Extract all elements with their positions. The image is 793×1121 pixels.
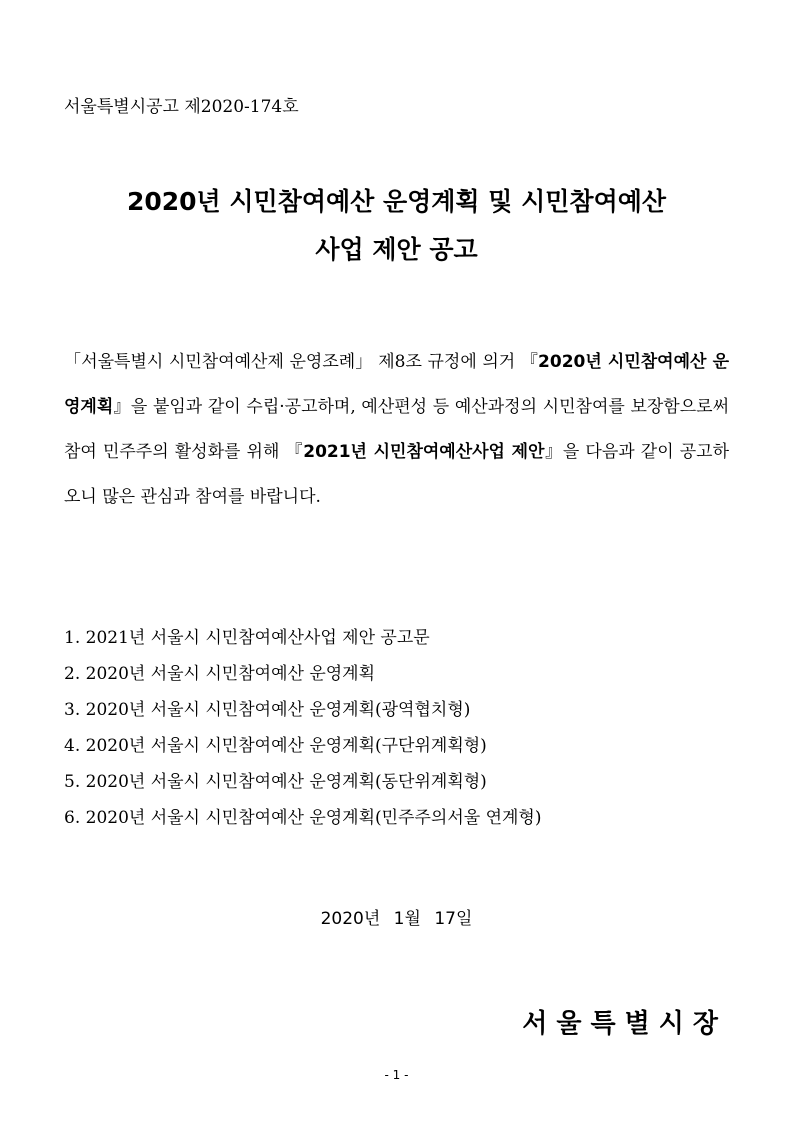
body-text-part1: 「서울특별시 시민참여예산제 운영조례」 제8조 규정에 의거 『 [64, 352, 539, 372]
notice-date: 2020년 1월 17일 [320, 909, 473, 929]
body-paragraph [64, 340, 729, 520]
notice-number: 서울특별시공고 제2020-174호 [64, 97, 299, 117]
document-title-line2: 사업 제안 공고 [315, 235, 478, 264]
attachment-list [64, 620, 541, 836]
document-title-line1: 2020년 시민참여예산 운영계획 및 시민참여예산 [126, 187, 667, 216]
attachment-item: 3. 2020년 서울시 시민참여예산 운영계획(광역협치형) [64, 700, 471, 720]
attachment-item: 5. 2020년 서울시 시민참여예산 운영계획(동단위계획형) [64, 772, 487, 792]
attachment-item: 4. 2020년 서울시 시민참여예산 운영계획(구단위계획형) [64, 736, 487, 756]
page-number: - 1 - [384, 1068, 409, 1082]
attachment-item: 1. 2021년 서울시 시민참여예산사업 제안 공고문 [64, 628, 430, 648]
body-bold-plan: 2020년 시민참여예산 운영계획 [64, 352, 729, 417]
body-text-part2: 』을 붙임과 같이 수립·공고하며, 예산편성 등 예산과정의 시민참여를 보장함으로써 참여 민주주의 활성화를 위해 『 [64, 397, 729, 462]
attachment-item: 2. 2020년 서울시 시민참여예산 운영계획 [64, 664, 376, 684]
issuer-signature: 서울특별시장 [522, 1009, 727, 1039]
body-text-part3: 』을 다음과 같이 공고하오니 많은 관심과 참여를 바랍니다. [64, 442, 730, 507]
attachment-item: 6. 2020년 서울시 시민참여예산 운영계획(민주주의서울 연계형) [64, 808, 542, 828]
body-bold-proposal: 2021년 시민참여예산사업 제안 [303, 442, 545, 462]
